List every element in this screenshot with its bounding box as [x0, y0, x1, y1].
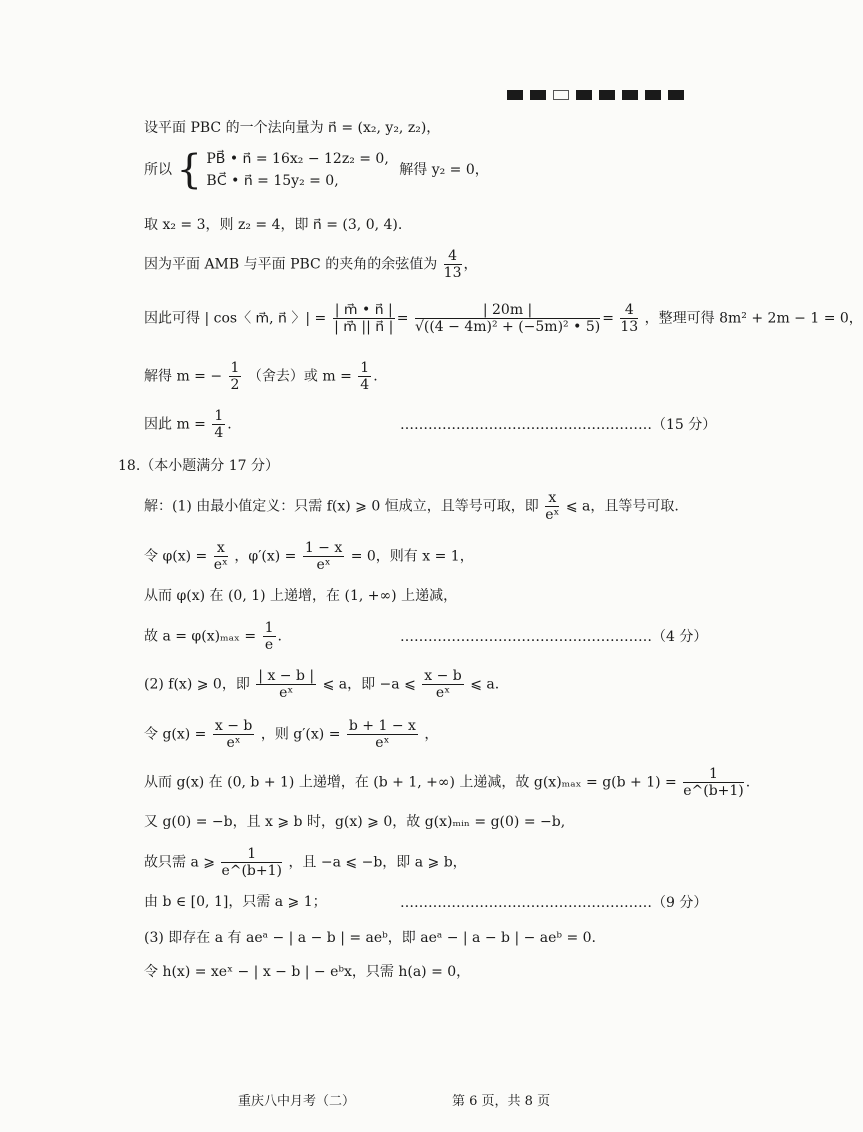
fraction: $\frac{1}{4}$ — [360, 360, 370, 393]
solution-line: 解得 m = − $\frac{1}{2}$ （舍去）或 m = $\frac{1}{4}$ . — [144, 360, 378, 393]
solution-line: 从而 g(x) 在 (0, b + 1) 上递增，在 (b + 1, +∞) 上递减，故 g(x)ₘₐₓ = g(b + 1) = $\frac{1}{e\^{}(b+1)}$ . — [144, 766, 751, 799]
solution-line: 又 g(0) = −b，且 x ⩾ b 时，g(x) ⩾ 0，故 g(x)ₘᵢₙ = g(0) = −b, — [144, 814, 566, 830]
fraction: $\frac{x - b}{\text{eˣ}}$ — [214, 718, 253, 751]
fraction: $\frac{| m⃗ • n⃗ |}{| m⃗ || n⃗ |}$ — [334, 302, 394, 335]
fraction: $\frac{1 - x}{\text{eˣ}}$ — [304, 540, 343, 573]
fraction: $\frac{4}{13}$ — [620, 302, 639, 335]
header-mark — [576, 90, 592, 100]
fraction: $\frac{x}{\text{eˣ}}$ — [213, 540, 228, 573]
solution-line: 由 b ∈ [0, 1]，只需 a ⩾ 1； — [144, 894, 327, 910]
brace: { — [176, 147, 202, 193]
solution-line: (2) f(x) ⩾ 0，即 $\frac{| x - b |}{\text{eˣ}}$ ⩽ a，即 −a ⩽ $\frac{x - b}{\text{eˣ}}$ ⩽ a. — [144, 668, 500, 701]
fraction: $\frac{4}{13}$ — [443, 248, 462, 281]
solution-line: 取 x₂ = 3，则 z₂ = 4，即 n⃗ = (3, 0, 4). — [144, 217, 403, 233]
equation-system-line: 所以 { PB⃗ • n⃗ = 16x₂ − 12z₂ = 0, BC⃗ • n⃗ = 15y₂ = 0, 解得 y₂ = 0， — [144, 147, 489, 193]
score-marker: ………………………………………………（4 分） — [400, 629, 708, 645]
fraction: $\frac{| 20m |}{\text{√((4 − 4m)² + (−5m)² • 5)}}$ — [414, 302, 601, 335]
solution-line: 解：(1) 由最小值定义：只需 f(x) ⩾ 0 恒成立，且等号可取，即 $\frac{x}{\text{eˣ}}$ ⩽ a，且等号可取. — [144, 490, 679, 523]
equation-system: PB⃗ • n⃗ = 16x₂ − 12z₂ = 0, BC⃗ • n⃗ = 15y₂ = 0, — [206, 151, 389, 189]
solution-line: 令 h(x) = xeˣ − | x − b | − eᵇx，只需 h(a) = 0， — [144, 964, 471, 980]
header-marks — [507, 90, 684, 100]
fraction: $\frac{1}{4}$ — [214, 408, 224, 441]
header-mark — [507, 90, 523, 100]
fraction: $\frac{| x - b |}{\text{eˣ}}$ — [258, 668, 315, 701]
score-marker: ………………………………………………（15 分） — [400, 417, 717, 433]
solution-line: 从而 φ(x) 在 (0, 1) 上递增，在 (1, +∞) 上递减， — [144, 588, 458, 604]
header-mark — [645, 90, 661, 100]
solution-line: 令 g(x) = $\frac{x - b}{\text{eˣ}}$ ，则 g′(x) = $\frac{b + 1 - x}{\text{eˣ}}$ ， — [144, 718, 439, 751]
solution-line: 因此 m = $\frac{1}{4}$ . — [144, 408, 232, 441]
fraction: $\frac{x}{\text{eˣ}}$ — [545, 490, 560, 523]
score-marker: ………………………………………………（9 分） — [400, 895, 708, 911]
header-mark — [668, 90, 684, 100]
cosine-formula-line: 因此可得 | cos〈 m⃗, n⃗ 〉| = $\frac{| m⃗ • n⃗ |}{| m⃗ || n⃗ |}$ = $\frac{| 20m |}{\text{√((4 − 4m)² + (−5m)² • 5)}}$ = $\frac{4}{13}$ ，整理可得 8m² + 2m − 1 = 0， — [144, 302, 863, 335]
fraction: $\frac{x - b}{\text{eˣ}}$ — [424, 668, 462, 701]
fraction: $\frac{1}{e\^{}(b+1)}$ — [221, 846, 282, 879]
solution-line: (3) 即存在 a 有 aeᵃ − | a − b | = aeᵇ，即 aeᵃ − | a − b | − aeᵇ = 0. — [144, 930, 597, 946]
solution-line: 令 φ(x) = $\frac{x}{\text{eˣ}}$ ，φ′(x) = $\frac{1 - x}{\text{eˣ}}$ = 0，则有 x = 1， — [144, 540, 474, 573]
question-heading: 18.（本小题满分 17 分） — [118, 458, 279, 474]
header-mark — [622, 90, 638, 100]
solution-line: 故 a = φ(x)ₘₐₓ = $\frac{1}{e}$ . — [144, 620, 282, 653]
solution-line: 故只需 a ⩾ $\frac{1}{e\^{}(b+1)}$ ，且 −a ⩽ −b，即 a ⩾ b， — [144, 846, 467, 879]
fraction: $\frac{1}{2}$ — [230, 360, 240, 393]
fraction: $\frac{b + 1 - x}{\text{eˣ}}$ — [348, 718, 416, 751]
footer-title: 重庆八中月考（二） — [238, 1094, 356, 1109]
header-mark-hollow — [553, 90, 569, 100]
solution-line: 设平面 PBC 的一个法向量为 n⃗ = (x₂, y₂, z₂)， — [144, 120, 441, 136]
fraction: $\frac{1}{e}$ — [264, 620, 274, 653]
header-mark — [599, 90, 615, 100]
header-mark — [530, 90, 546, 100]
fraction: $\frac{1}{e\^{}(b+1)}$ — [683, 766, 744, 799]
solution-line: 因为平面 AMB 与平面 PBC 的夹角的余弦值为 $\frac{4}{13}$ ， — [144, 248, 478, 281]
page-number: 第 6 页，共 8 页 — [452, 1094, 551, 1109]
